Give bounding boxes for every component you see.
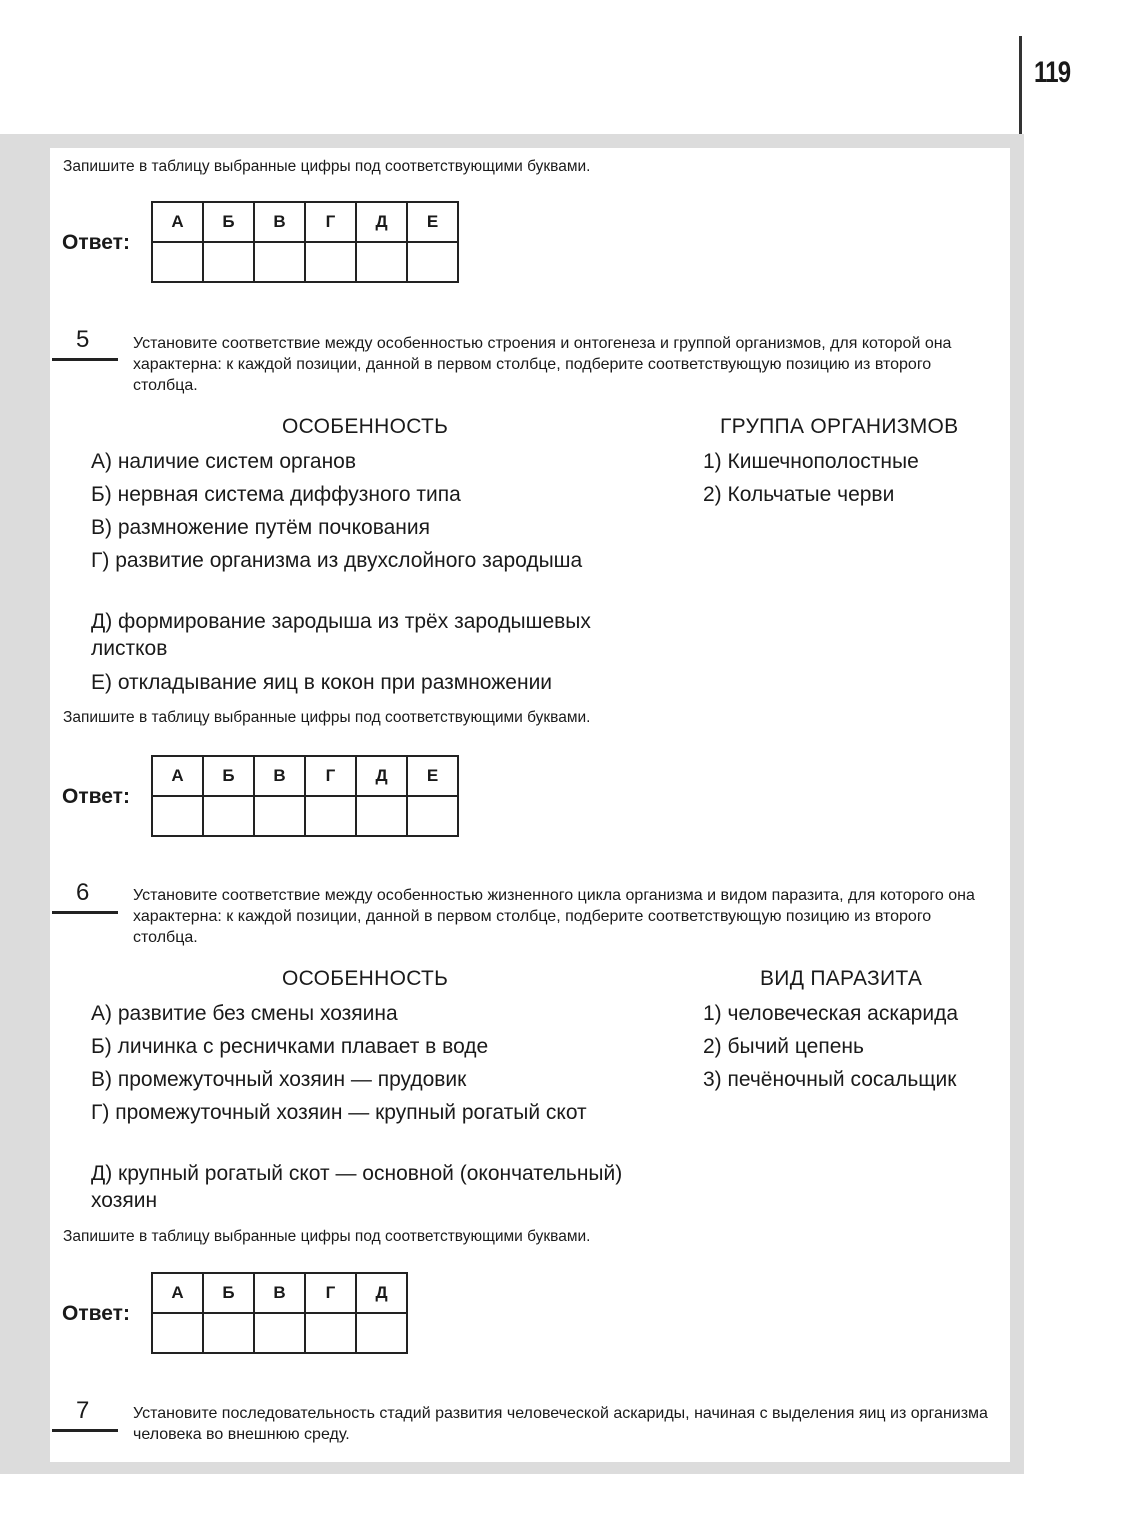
answer-table-2 [151, 755, 459, 837]
answer-table-1-header: Г [305, 202, 356, 242]
task-7-number: 7 [76, 1397, 90, 1424]
page-number: 119 [1034, 56, 1071, 89]
answer-table-1-cell[interactable] [203, 242, 254, 282]
answer-table-1-header: Е [407, 202, 458, 242]
answer-table-2-cell[interactable] [254, 796, 305, 836]
answer-table-3 [151, 1272, 408, 1354]
task-7-marker-line [52, 1429, 118, 1432]
task-6-parasite-1: 1) человеческая аскарида [703, 1002, 959, 1025]
task-5-feature-a: А) наличие систем органов [91, 450, 357, 473]
answer-table-1-header: В [254, 202, 305, 242]
answer-table-2-cell[interactable] [305, 796, 356, 836]
task-6-parasite-2: 2) бычий цепень [703, 1035, 864, 1058]
answer-table-1-header: А [152, 202, 203, 242]
answer-table-2-header: Д [356, 756, 407, 796]
answer-table-1-cell[interactable] [305, 242, 356, 282]
answer-table-3-header: Б [203, 1273, 254, 1313]
answer-table-2-cell[interactable] [407, 796, 458, 836]
task-6-parasite-3: 3) печёночный сосальщик [703, 1068, 957, 1091]
answer-table-1-header: Д [356, 202, 407, 242]
task-5-feature-f: Е) откладывание яиц в кокон при размножении [91, 671, 553, 694]
answer-table-1 [151, 201, 459, 283]
task-5-group-2: 2) Кольчатые черви [703, 483, 895, 506]
task-6-text: Установите соответствие между особенностью жизненного цикла организма и видом паразита, для которого она характерна: к каждой позиции, данной в первом столбце, подберите соответствующую позицию из второго столбца. [133, 887, 975, 946]
task-5-feature-d: Г) развитие организма из двухслойного зародыша [91, 549, 583, 572]
answer-table-1-cell[interactable] [407, 242, 458, 282]
task-5-feature-c: В) размножение путём почкования [91, 516, 431, 539]
answer-table-3-header: Г [305, 1273, 356, 1313]
answer-table-3-cell[interactable] [254, 1313, 305, 1353]
answer-table-3-header: В [254, 1273, 305, 1313]
task-6-feature-a: А) развитие без смены хозяина [91, 1002, 398, 1025]
answer-table-2-cell[interactable] [356, 796, 407, 836]
answer-table-2-cell[interactable] [152, 796, 203, 836]
answer-table-3-cell[interactable] [356, 1313, 407, 1353]
answer-table-2-header: Е [407, 756, 458, 796]
task-5-text: Установите соответствие между особенностью строения и онтогенеза и группой организмов, для которой она характерна: к каждой позиции, данной в первом столбце, подберите соответствующую позицию из второго столбца. [133, 335, 952, 394]
answer-table-3-header: А [152, 1273, 203, 1313]
task-6-marker-line [52, 911, 118, 914]
answer-label-3: Ответ: [62, 1302, 130, 1325]
task-7-text: Установите последовательность стадий развития человеческой аскариды, начиная с выделения яиц из организма человека во внешнюю среду. [133, 1405, 988, 1443]
task-6-feature-c: В) промежуточный хозяин — прудовик [91, 1068, 467, 1091]
task-6-feature-e: Д) крупный рогатый скот — основной (окончательный) хозяин [91, 1162, 623, 1212]
answer-table-2-header: Г [305, 756, 356, 796]
task-6-col1-header: ОСОБЕННОСТЬ [282, 967, 449, 990]
page-header-rule [1019, 36, 1022, 134]
task-5-number: 5 [76, 326, 90, 353]
answer-table-2-cell[interactable] [203, 796, 254, 836]
answer-table-1-cell[interactable] [356, 242, 407, 282]
instruction-text-3: Запишите в таблицу выбранные цифры под соответствующими буквами. [63, 1228, 591, 1245]
instruction-text-2: Запишите в таблицу выбранные цифры под соответствующими буквами. [63, 709, 591, 726]
answer-table-3-header: Д [356, 1273, 407, 1313]
answer-table-3-cell[interactable] [203, 1313, 254, 1353]
answer-table-3-cell[interactable] [305, 1313, 356, 1353]
task-5-col1-header: ОСОБЕННОСТЬ [282, 415, 449, 438]
task-6-feature-d: Г) промежуточный хозяин — крупный рогатый скот [91, 1101, 587, 1124]
task-5-feature-b: Б) нервная система диффузного типа [91, 483, 461, 506]
task-6-number: 6 [76, 879, 90, 906]
answer-table-3-cell[interactable] [152, 1313, 203, 1353]
instruction-text-1: Запишите в таблицу выбранные цифры под соответствующими буквами. [63, 158, 591, 175]
task-5-feature-e: Д) формирование зародыша из трёх зародышевых листков [91, 610, 591, 660]
task-6-feature-b: Б) личинка с ресничками плавает в воде [91, 1035, 489, 1058]
answer-label-1: Ответ: [62, 231, 130, 254]
task-6-col2-header: ВИД ПАРАЗИТА [760, 967, 923, 990]
answer-table-2-header: А [152, 756, 203, 796]
task-5-marker-line [52, 358, 118, 361]
answer-table-2-header: Б [203, 756, 254, 796]
answer-table-1-header: Б [203, 202, 254, 242]
answer-table-2-header: В [254, 756, 305, 796]
task-5-group-1: 1) Кишечнополостные [703, 450, 919, 473]
answer-table-1-cell[interactable] [254, 242, 305, 282]
task-5-col2-header: ГРУППА ОРГАНИЗМОВ [720, 415, 959, 438]
answer-label-2: Ответ: [62, 785, 130, 808]
answer-table-1-cell[interactable] [152, 242, 203, 282]
